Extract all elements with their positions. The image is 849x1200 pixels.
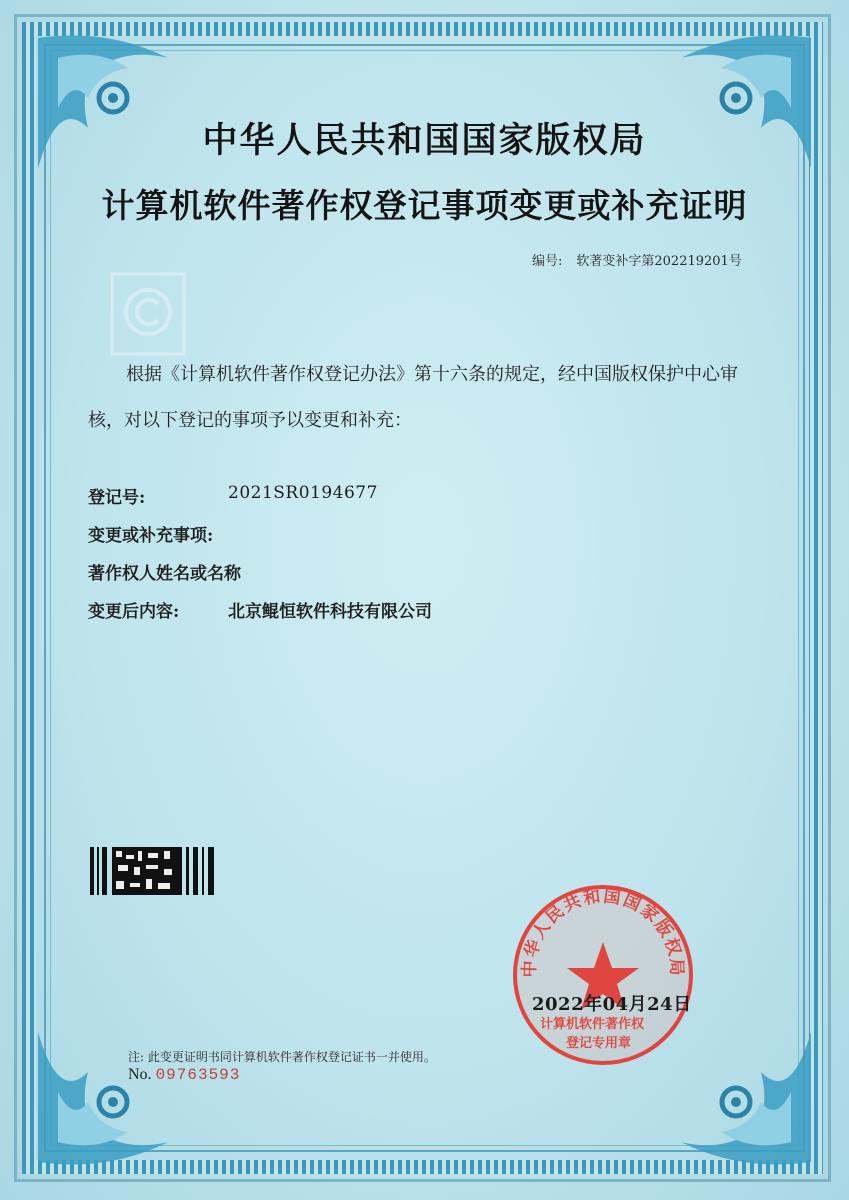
serial-label: 编号: — [532, 254, 563, 269]
seal-text-line2: 登记专用章 — [566, 1036, 632, 1051]
seal-ring-text: 中华人民共和国国家版权局 — [519, 886, 687, 978]
change-label: 变更或补充事项: — [88, 526, 214, 546]
serial-number — [532, 250, 742, 269]
registration-label: 登记号: — [88, 488, 146, 508]
ornament-corner-icon — [18, 1012, 188, 1182]
barcode-icon — [90, 847, 218, 895]
copyright-watermark-icon — [108, 270, 188, 358]
body-paragraph: 根据《计算机软件著作权登记办法》第十六条的规定，经中国版权保护中心审核，对以下登记的事项予以变更和补充： — [88, 364, 738, 431]
change-item: 著作权人姓名或名称 — [88, 564, 241, 584]
certificate-number-value: 09763593 — [155, 1066, 241, 1084]
after-content-row — [88, 597, 432, 622]
after-value: 北京鲲恒软件科技有限公司 — [228, 602, 432, 622]
issue-date: 2022年04月24日 — [532, 994, 692, 1015]
registration-number-row — [88, 483, 378, 508]
authority-title: 中华人民共和国国家版权局 — [202, 120, 647, 161]
certificate-title: 计算机软件著作权登记事项变更或补充证明 — [101, 186, 748, 225]
certificate-number-label: No. — [128, 1066, 152, 1083]
seal-text-line1: 计算机软件著作权 — [540, 1017, 645, 1032]
after-label: 变更后内容: — [88, 602, 180, 622]
certificate-number — [128, 1066, 240, 1084]
footer-note: 注: 此变更证明书同计算机软件著作权登记证书一并使用。 — [128, 1050, 436, 1064]
serial-value: 软著变补字第202219201号 — [576, 254, 742, 269]
registration-value: 2021SR0194677 — [228, 483, 378, 503]
